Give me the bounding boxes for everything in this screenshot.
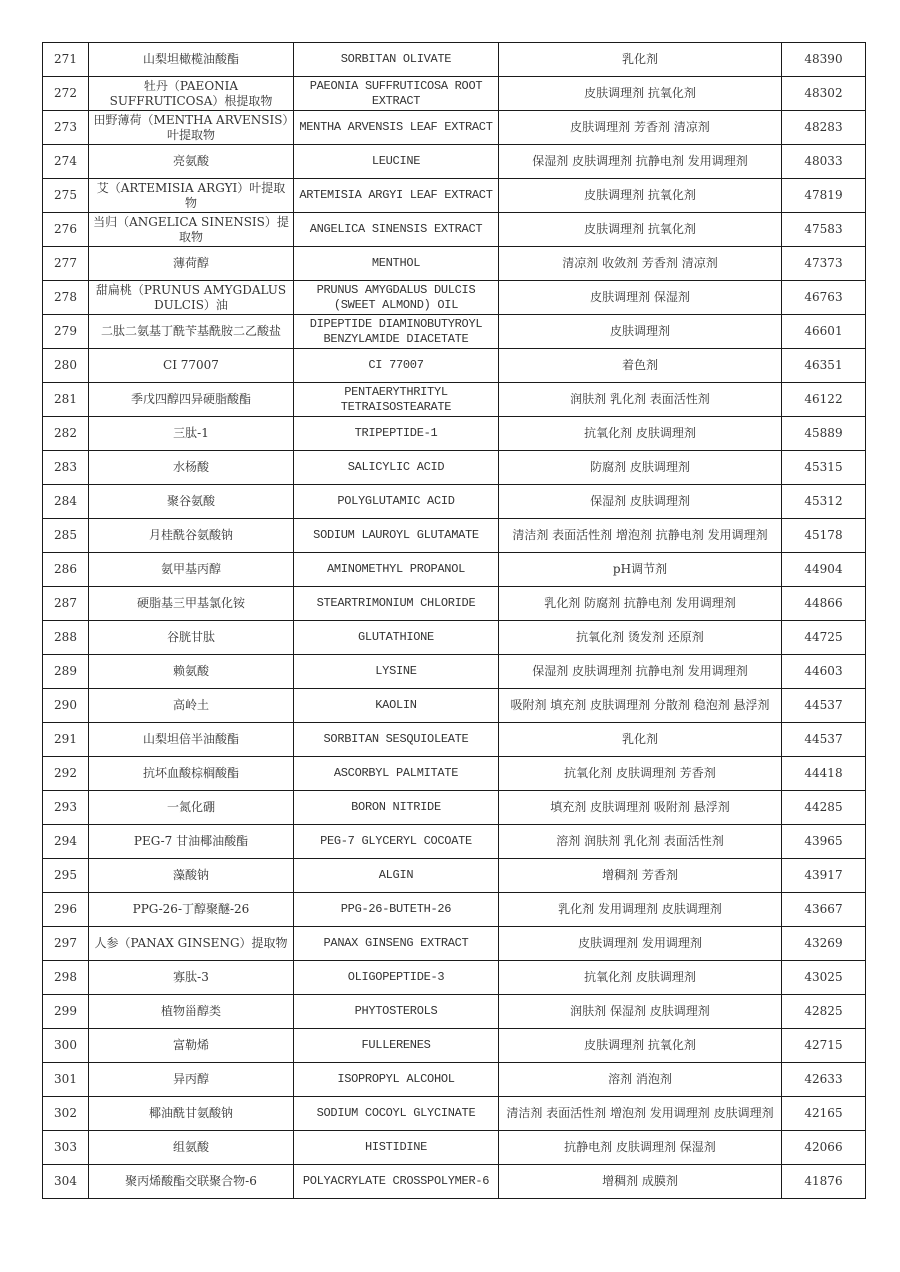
table-row (43, 349, 866, 383)
function-purpose-cell: 吸附剂 填充剂 皮肤调理剂 分散剂 稳泡剂 悬浮剂 (499, 689, 782, 723)
usage-count-cell: 44285 (782, 791, 866, 825)
chinese-name-cell: 寡肽-3 (89, 961, 294, 995)
function-purpose-cell: 润肤剂 乳化剂 表面活性剂 (499, 383, 782, 417)
row-number-cell: 285 (43, 519, 89, 553)
row-number-cell: 304 (43, 1165, 89, 1199)
chinese-name-cell: 异丙醇 (89, 1063, 294, 1097)
ingredient-table-body (43, 43, 866, 1199)
row-number-cell: 288 (43, 621, 89, 655)
inci-name-cell: GLUTATHIONE (294, 621, 499, 655)
table-row (43, 145, 866, 179)
row-number-cell: 294 (43, 825, 89, 859)
usage-count-cell: 43025 (782, 961, 866, 995)
table-row (43, 655, 866, 689)
chinese-name-cell: 三肽-1 (89, 417, 294, 451)
usage-count-cell: 48283 (782, 111, 866, 145)
chinese-name-cell: 薄荷醇 (89, 247, 294, 281)
function-purpose-cell: 防腐剂 皮肤调理剂 (499, 451, 782, 485)
function-purpose-cell: 保湿剂 皮肤调理剂 抗静电剂 发用调理剂 (499, 145, 782, 179)
inci-name-cell: LEUCINE (294, 145, 499, 179)
chinese-name-cell: 二肽二氨基丁酰苄基酰胺二乙酸盐 (89, 315, 294, 349)
inci-name-cell: PRUNUS AMYGDALUS DULCIS (SWEET ALMOND) OIL (294, 281, 499, 315)
table-row (43, 247, 866, 281)
chinese-name-cell: 一氮化硼 (89, 791, 294, 825)
usage-count-cell: 42825 (782, 995, 866, 1029)
row-number-cell: 291 (43, 723, 89, 757)
usage-count-cell: 47583 (782, 213, 866, 247)
chinese-name-cell: 氨甲基丙醇 (89, 553, 294, 587)
usage-count-cell: 44537 (782, 723, 866, 757)
inci-name-cell: PPG-26-BUTETH-26 (294, 893, 499, 927)
chinese-name-cell: 藻酸钠 (89, 859, 294, 893)
function-purpose-cell: 保湿剂 皮肤调理剂 (499, 485, 782, 519)
inci-name-cell: PANAX GINSENG EXTRACT (294, 927, 499, 961)
inci-name-cell: ARTEMISIA ARGYI LEAF EXTRACT (294, 179, 499, 213)
chinese-name-cell: 月桂酰谷氨酸钠 (89, 519, 294, 553)
inci-name-cell: SODIUM LAUROYL GLUTAMATE (294, 519, 499, 553)
row-number-cell: 303 (43, 1131, 89, 1165)
chinese-name-cell: PEG-7 甘油椰油酸酯 (89, 825, 294, 859)
table-row (43, 757, 866, 791)
function-purpose-cell: 乳化剂 防腐剂 抗静电剂 发用调理剂 (499, 587, 782, 621)
usage-count-cell: 44866 (782, 587, 866, 621)
function-purpose-cell: 乳化剂 (499, 43, 782, 77)
table-row (43, 1029, 866, 1063)
inci-name-cell: HISTIDINE (294, 1131, 499, 1165)
chinese-name-cell: 艾（ARTEMISIA ARGYI）叶提取物 (89, 179, 294, 213)
table-row (43, 451, 866, 485)
table-row (43, 995, 866, 1029)
row-number-cell: 283 (43, 451, 89, 485)
chinese-name-cell: 赖氨酸 (89, 655, 294, 689)
usage-count-cell: 44537 (782, 689, 866, 723)
row-number-cell: 286 (43, 553, 89, 587)
table-row (43, 825, 866, 859)
usage-count-cell: 43667 (782, 893, 866, 927)
usage-count-cell: 48302 (782, 77, 866, 111)
function-purpose-cell: 抗氧化剂 皮肤调理剂 (499, 417, 782, 451)
function-purpose-cell: 皮肤调理剂 保湿剂 (499, 281, 782, 315)
row-number-cell: 290 (43, 689, 89, 723)
function-purpose-cell: 乳化剂 发用调理剂 皮肤调理剂 (499, 893, 782, 927)
usage-count-cell: 44725 (782, 621, 866, 655)
function-purpose-cell: 溶剂 润肤剂 乳化剂 表面活性剂 (499, 825, 782, 859)
usage-count-cell: 42165 (782, 1097, 866, 1131)
chinese-name-cell: 水杨酸 (89, 451, 294, 485)
usage-count-cell: 47373 (782, 247, 866, 281)
chinese-name-cell: 季戊四醇四异硬脂酸酯 (89, 383, 294, 417)
usage-count-cell: 43269 (782, 927, 866, 961)
function-purpose-cell: 填充剂 皮肤调理剂 吸附剂 悬浮剂 (499, 791, 782, 825)
inci-name-cell: MENTHA ARVENSIS LEAF EXTRACT (294, 111, 499, 145)
function-purpose-cell: 皮肤调理剂 抗氧化剂 (499, 1029, 782, 1063)
chinese-name-cell: 山梨坦橄榄油酸酯 (89, 43, 294, 77)
inci-name-cell: POLYACRYLATE CROSSPOLYMER-6 (294, 1165, 499, 1199)
chinese-name-cell: 植物甾醇类 (89, 995, 294, 1029)
chinese-name-cell: 当归（ANGELICA SINENSIS）提取物 (89, 213, 294, 247)
usage-count-cell: 45312 (782, 485, 866, 519)
row-number-cell: 277 (43, 247, 89, 281)
inci-name-cell: STEARTRIMONIUM CHLORIDE (294, 587, 499, 621)
row-number-cell: 297 (43, 927, 89, 961)
chinese-name-cell: 谷胱甘肽 (89, 621, 294, 655)
table-row (43, 1131, 866, 1165)
row-number-cell: 279 (43, 315, 89, 349)
usage-count-cell: 43917 (782, 859, 866, 893)
function-purpose-cell: 乳化剂 (499, 723, 782, 757)
row-number-cell: 272 (43, 77, 89, 111)
inci-name-cell: ISOPROPYL ALCOHOL (294, 1063, 499, 1097)
inci-name-cell: SODIUM COCOYL GLYCINATE (294, 1097, 499, 1131)
function-purpose-cell: 抗氧化剂 皮肤调理剂 (499, 961, 782, 995)
inci-name-cell: BORON NITRIDE (294, 791, 499, 825)
row-number-cell: 299 (43, 995, 89, 1029)
function-purpose-cell: 抗氧化剂 皮肤调理剂 芳香剂 (499, 757, 782, 791)
table-row (43, 621, 866, 655)
row-number-cell: 287 (43, 587, 89, 621)
table-row (43, 485, 866, 519)
table-row (43, 213, 866, 247)
usage-count-cell: 46601 (782, 315, 866, 349)
function-purpose-cell: 着色剂 (499, 349, 782, 383)
function-purpose-cell: 皮肤调理剂 抗氧化剂 (499, 77, 782, 111)
function-purpose-cell: pH调节剂 (499, 553, 782, 587)
chinese-name-cell: 富勒烯 (89, 1029, 294, 1063)
inci-name-cell: AMINOMETHYL PROPANOL (294, 553, 499, 587)
usage-count-cell: 42066 (782, 1131, 866, 1165)
table-row (43, 315, 866, 349)
inci-name-cell: POLYGLUTAMIC ACID (294, 485, 499, 519)
row-number-cell: 289 (43, 655, 89, 689)
function-purpose-cell: 皮肤调理剂 (499, 315, 782, 349)
usage-count-cell: 44904 (782, 553, 866, 587)
row-number-cell: 278 (43, 281, 89, 315)
inci-name-cell: MENTHOL (294, 247, 499, 281)
inci-name-cell: PENTAERYTHRITYL TETRAISOSTEARATE (294, 383, 499, 417)
row-number-cell: 281 (43, 383, 89, 417)
row-number-cell: 276 (43, 213, 89, 247)
chinese-name-cell: 亮氨酸 (89, 145, 294, 179)
row-number-cell: 298 (43, 961, 89, 995)
table-row (43, 179, 866, 213)
usage-count-cell: 41876 (782, 1165, 866, 1199)
table-row (43, 723, 866, 757)
table-row (43, 43, 866, 77)
usage-count-cell: 45889 (782, 417, 866, 451)
usage-count-cell: 44418 (782, 757, 866, 791)
usage-count-cell: 42633 (782, 1063, 866, 1097)
inci-name-cell: KAOLIN (294, 689, 499, 723)
usage-count-cell: 44603 (782, 655, 866, 689)
row-number-cell: 280 (43, 349, 89, 383)
usage-count-cell: 43965 (782, 825, 866, 859)
inci-name-cell: DIPEPTIDE DIAMINOBUTYROYL BENZYLAMIDE DIACETATE (294, 315, 499, 349)
row-number-cell: 275 (43, 179, 89, 213)
function-purpose-cell: 皮肤调理剂 发用调理剂 (499, 927, 782, 961)
inci-name-cell: PAEONIA SUFFRUTICOSA ROOT EXTRACT (294, 77, 499, 111)
row-number-cell: 301 (43, 1063, 89, 1097)
function-purpose-cell: 皮肤调理剂 抗氧化剂 (499, 179, 782, 213)
row-number-cell: 295 (43, 859, 89, 893)
function-purpose-cell: 保湿剂 皮肤调理剂 抗静电剂 发用调理剂 (499, 655, 782, 689)
table-row (43, 383, 866, 417)
table-row (43, 1063, 866, 1097)
chinese-name-cell: CI 77007 (89, 349, 294, 383)
inci-name-cell: SORBITAN SESQUIOLEATE (294, 723, 499, 757)
chinese-name-cell: 聚丙烯酸酯交联聚合物-6 (89, 1165, 294, 1199)
row-number-cell: 271 (43, 43, 89, 77)
function-purpose-cell: 润肤剂 保湿剂 皮肤调理剂 (499, 995, 782, 1029)
chinese-name-cell: 甜扁桃（PRUNUS AMYGDALUS DULCIS）油 (89, 281, 294, 315)
function-purpose-cell: 抗氧化剂 烫发剂 还原剂 (499, 621, 782, 655)
function-purpose-cell: 皮肤调理剂 芳香剂 清凉剂 (499, 111, 782, 145)
function-purpose-cell: 皮肤调理剂 抗氧化剂 (499, 213, 782, 247)
usage-count-cell: 46122 (782, 383, 866, 417)
table-row (43, 927, 866, 961)
chinese-name-cell: 椰油酰甘氨酸钠 (89, 1097, 294, 1131)
row-number-cell: 292 (43, 757, 89, 791)
chinese-name-cell: 聚谷氨酸 (89, 485, 294, 519)
table-row (43, 553, 866, 587)
chinese-name-cell: 山梨坦倍半油酸酯 (89, 723, 294, 757)
table-row (43, 519, 866, 553)
inci-name-cell: TRIPEPTIDE-1 (294, 417, 499, 451)
row-number-cell: 284 (43, 485, 89, 519)
function-purpose-cell: 清洁剂 表面活性剂 增泡剂 抗静电剂 发用调理剂 (499, 519, 782, 553)
table-row (43, 77, 866, 111)
row-number-cell: 296 (43, 893, 89, 927)
inci-name-cell: ANGELICA SINENSIS EXTRACT (294, 213, 499, 247)
table-row (43, 417, 866, 451)
chinese-name-cell: 硬脂基三甲基氯化铵 (89, 587, 294, 621)
table-row (43, 893, 866, 927)
row-number-cell: 302 (43, 1097, 89, 1131)
table-row (43, 587, 866, 621)
usage-count-cell: 48390 (782, 43, 866, 77)
chinese-name-cell: 高岭土 (89, 689, 294, 723)
chinese-name-cell: 人参（PANAX GINSENG）提取物 (89, 927, 294, 961)
ingredient-table (42, 42, 866, 1199)
row-number-cell: 282 (43, 417, 89, 451)
row-number-cell: 300 (43, 1029, 89, 1063)
inci-name-cell: SORBITAN OLIVATE (294, 43, 499, 77)
table-row (43, 111, 866, 145)
row-number-cell: 274 (43, 145, 89, 179)
table-row (43, 1165, 866, 1199)
usage-count-cell: 45178 (782, 519, 866, 553)
usage-count-cell: 42715 (782, 1029, 866, 1063)
function-purpose-cell: 清洁剂 表面活性剂 增泡剂 发用调理剂 皮肤调理剂 (499, 1097, 782, 1131)
usage-count-cell: 46763 (782, 281, 866, 315)
inci-name-cell: ASCORBYL PALMITATE (294, 757, 499, 791)
usage-count-cell: 47819 (782, 179, 866, 213)
inci-name-cell: FULLERENES (294, 1029, 499, 1063)
inci-name-cell: PHYTOSTEROLS (294, 995, 499, 1029)
function-purpose-cell: 溶剂 消泡剂 (499, 1063, 782, 1097)
function-purpose-cell: 增稠剂 芳香剂 (499, 859, 782, 893)
function-purpose-cell: 抗静电剂 皮肤调理剂 保湿剂 (499, 1131, 782, 1165)
usage-count-cell: 48033 (782, 145, 866, 179)
chinese-name-cell: 抗坏血酸棕榈酸酯 (89, 757, 294, 791)
inci-name-cell: ALGIN (294, 859, 499, 893)
inci-name-cell: SALICYLIC ACID (294, 451, 499, 485)
function-purpose-cell: 清凉剂 收敛剂 芳香剂 清凉剂 (499, 247, 782, 281)
chinese-name-cell: 组氨酸 (89, 1131, 294, 1165)
chinese-name-cell: 牡丹（PAEONIA SUFFRUTICOSA）根提取物 (89, 77, 294, 111)
inci-name-cell: LYSINE (294, 655, 499, 689)
usage-count-cell: 46351 (782, 349, 866, 383)
row-number-cell: 293 (43, 791, 89, 825)
inci-name-cell: CI 77007 (294, 349, 499, 383)
row-number-cell: 273 (43, 111, 89, 145)
table-row (43, 961, 866, 995)
chinese-name-cell: PPG-26-丁醇聚醚-26 (89, 893, 294, 927)
function-purpose-cell: 增稠剂 成膜剂 (499, 1165, 782, 1199)
table-row (43, 859, 866, 893)
table-row (43, 689, 866, 723)
table-row (43, 1097, 866, 1131)
table-row (43, 791, 866, 825)
usage-count-cell: 45315 (782, 451, 866, 485)
chinese-name-cell: 田野薄荷（MENTHA ARVENSIS）叶提取物 (89, 111, 294, 145)
inci-name-cell: PEG-7 GLYCERYL COCOATE (294, 825, 499, 859)
table-row (43, 281, 866, 315)
inci-name-cell: OLIGOPEPTIDE-3 (294, 961, 499, 995)
